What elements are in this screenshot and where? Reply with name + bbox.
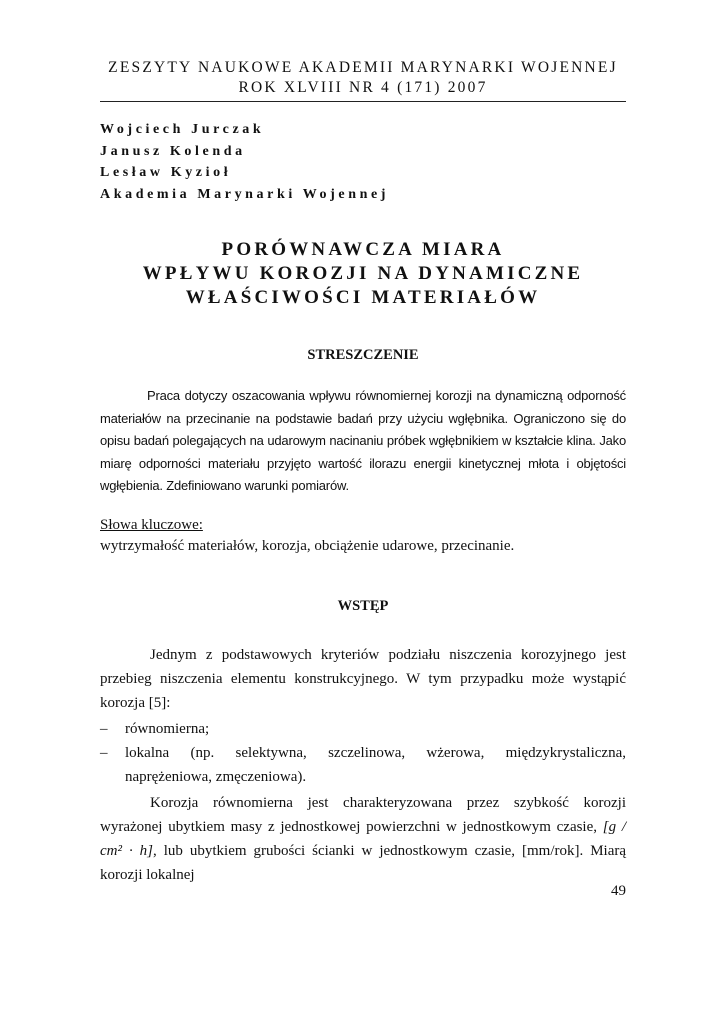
list-item-text: równomierna; [125, 721, 210, 737]
paragraph-text-end: , lub ubytkiem grubości ścianki w jednostkowym czasie, [mm/rok]. Miarą korozji lokalnej [100, 843, 627, 883]
list-item [100, 741, 626, 789]
list-dash: – [100, 721, 108, 737]
page-number: 49 [611, 883, 626, 899]
affiliation: Akademia Marynarki Wojennej [100, 186, 390, 202]
paragraph-text [100, 791, 626, 887]
author-name: Wojciech Jurczak [100, 122, 265, 137]
header-rule [100, 101, 626, 102]
unit-formula: [g / cm² · h] [100, 819, 627, 859]
author-name: Lesław Kyzioł [100, 165, 232, 180]
keywords-text: wytrzymałość materiałów, korozja, obciążenie udarowe, przecinanie. [100, 538, 515, 554]
paper-title [100, 238, 626, 310]
author-name: Janusz Kolenda [100, 143, 246, 159]
intro-paragraph-2 [100, 791, 626, 887]
list-item-text: lokalna (np. selektywna, szczelinowa, wżerowa, międzykrystaliczna, naprężeniowa, zmęczeniowa). [125, 745, 626, 785]
list-item [100, 717, 626, 741]
abstract-body [100, 385, 626, 498]
keywords-block [100, 515, 626, 557]
intro-paragraph [100, 643, 626, 715]
journal-header [100, 58, 626, 98]
title-line: WŁAŚCIWOŚCI MATERIAŁÓW [185, 287, 541, 308]
intro-heading: WSTĘP [337, 598, 389, 614]
abstract-text: Praca dotyczy oszacowania wpływu równomiernej korozji na dynamiczną odporność materiałów na przecinanie na podstawie badań przy użyciu wgłębnika. Ograniczono się do opisu badań polegających na udarowym nacinaniu próbek wgłębnikiem w kształcie klina. Jako miarę odporności materiału przyjęto wartość ilorazu energii kinetycznej młota i objętości wgłębienia. Zdefiniowano warunki pomiarów. [100, 388, 626, 493]
keywords-label: Słowa kluczowe: [100, 517, 203, 533]
abstract-heading: STRESZCZENIE [307, 347, 419, 363]
paragraph-text-start: Korozja równomierna jest charakteryzowana przez szybkość korozji wyrażonej ubytkiem masy z jednostkowej powierzchni w jednostkowym czasie, [100, 795, 626, 835]
corrosion-type-list [100, 717, 626, 789]
paragraph-text: Jednym z podstawowych kryteriów podziału niszczenia korozyjnego jest przebieg niszczenia elementu konstrukcyjnego. W tym przypadku może wystąpić korozja [5]: [100, 647, 626, 711]
list-dash: – [100, 745, 108, 761]
title-line: PORÓWNAWCZA MIARA [221, 239, 505, 260]
journal-name: ZESZYTY NAUKOWE AKADEMII MARYNARKI WOJENNEJ [108, 59, 618, 76]
journal-issue: ROK XLVIII NR 4 (171) 2007 [238, 79, 488, 96]
author-block [100, 119, 389, 205]
title-line: WPŁYWU KOROZJI NA DYNAMICZNE [142, 263, 584, 284]
